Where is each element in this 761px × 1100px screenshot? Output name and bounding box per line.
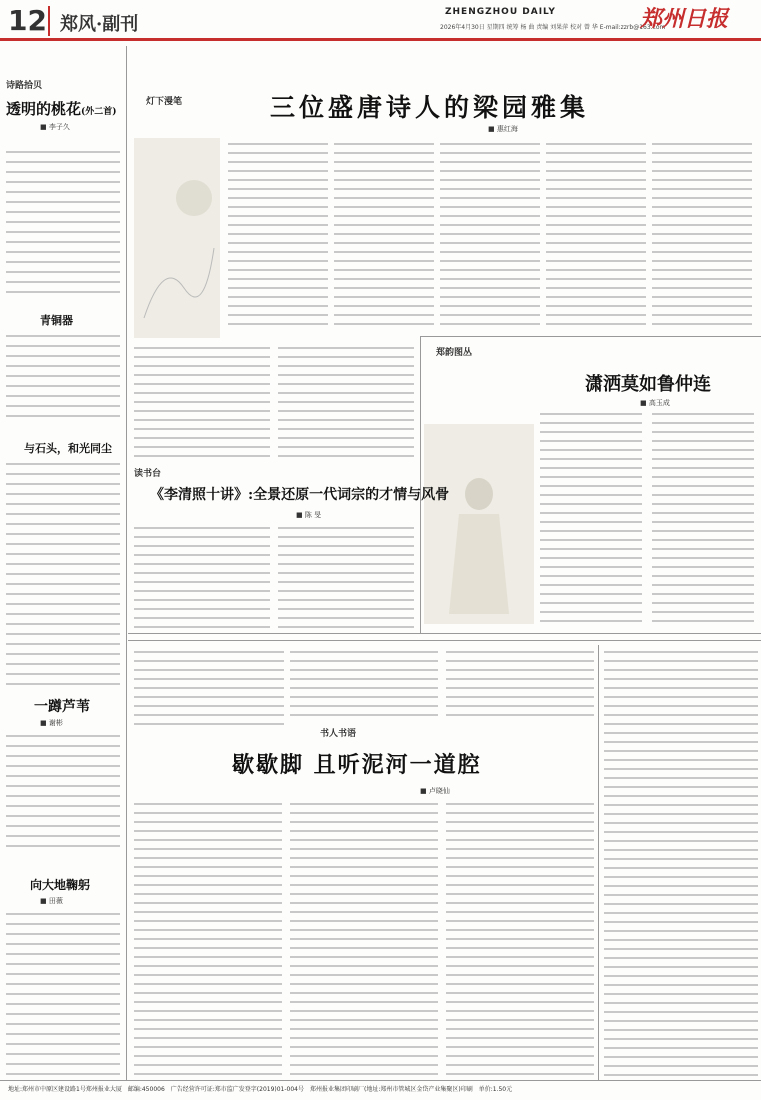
poem-text-block — [6, 332, 120, 422]
page-name: 郑风·副刊 — [60, 14, 139, 35]
poem-subtitle: 向大地鞠躬 — [30, 878, 91, 892]
poem-byline: ■ 谢彬 — [40, 719, 63, 727]
section-divider — [128, 640, 761, 641]
poem-text-block — [6, 148, 120, 298]
article-headline: 潇洒莫如鲁仲连 — [585, 374, 711, 395]
poem-title-main: 透明的桃花 — [6, 100, 82, 118]
newspaper-en-name: ZHENGZHOU DAILY — [445, 7, 556, 17]
article-byline: ■ 陈 旻 — [296, 511, 322, 519]
article-body — [228, 140, 758, 330]
column-divider — [126, 46, 127, 1080]
poem-text-block — [6, 732, 120, 852]
article-headline: 《李清照十讲》:全景还原一代词宗的才情与风骨 — [150, 487, 450, 503]
landscape-illustration — [134, 138, 220, 338]
poem-subtitle: 青铜器 — [40, 314, 73, 327]
figure-painting — [424, 424, 534, 624]
article-byline: ■ 高玉成 — [640, 399, 670, 407]
poem-byline: ■ 田薇 — [40, 897, 63, 905]
article-body — [134, 648, 284, 732]
section-kicker: 书人书语 — [320, 729, 357, 739]
painting — [424, 424, 534, 624]
article-byline: ■ 卢晓仙 — [420, 787, 450, 795]
section-kicker: 灯下漫笔 — [146, 97, 183, 107]
article-body — [134, 524, 414, 628]
section-kicker: 郑韵图丛 — [436, 348, 473, 358]
poem-title-suffix: (外二首) — [81, 107, 117, 117]
article-body — [134, 344, 414, 460]
footer: 地址:郑州市中原区建设路1号郑州报业大厦 邮编:450006 广告经营许可证:郑市监广发登字(2019)01-004号 郑州报业集团印刷厂(地址:郑州市管城区金岱产业集聚区)印刷 单价:1.50元 — [8, 1086, 513, 1093]
article-byline: ■ 惠红海 — [488, 125, 518, 133]
masthead — [0, 0, 761, 44]
article-headline: 歇歇脚 且听泥河一道腔 — [232, 752, 482, 778]
article-body — [134, 800, 594, 1076]
poem-byline: ■ 李子久 — [40, 123, 70, 131]
section-divider — [420, 336, 761, 337]
poem-subtitle: 与石头，和光同尘 — [24, 442, 112, 455]
footer-rule — [0, 1080, 761, 1081]
issue-meta: 2026年4月30日 星期四 统筹 杨 曲 责编 刘果萍 校对 曾 华 E-mail:zzrb@163.com — [440, 24, 666, 31]
section-kicker: 诗路拾贝 — [6, 81, 43, 91]
column-divider — [598, 645, 599, 1080]
poem-text-block — [6, 910, 120, 1080]
illustration — [134, 138, 220, 338]
page-number: 12 — [8, 4, 47, 37]
article-headline: 三位盛唐诗人的梁园雅集 — [270, 93, 590, 122]
poem-subtitle: 一蹲芦苇 — [34, 699, 90, 715]
poem-title — [6, 98, 117, 119]
section-divider — [128, 633, 761, 634]
section-kicker: 读书台 — [134, 469, 162, 479]
header-divider — [48, 6, 50, 36]
newspaper-logo: 郑州日报 — [640, 6, 729, 32]
article-body — [604, 648, 758, 1076]
header-rule — [0, 38, 761, 41]
article-body — [540, 410, 758, 628]
article-body — [290, 648, 594, 718]
poem-text-block — [6, 460, 120, 690]
